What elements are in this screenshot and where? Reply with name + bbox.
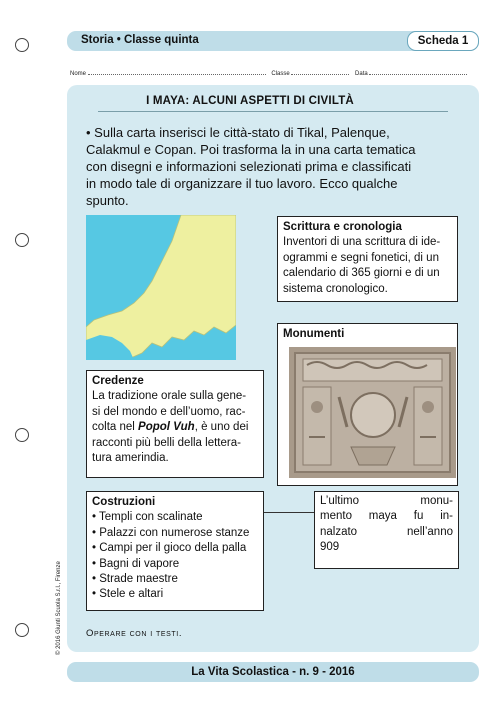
intro-line: in modo tale di organizzare il tuo lavoro. Ecco qualche xyxy=(86,176,398,191)
box-text-line: L’ultimo monu- xyxy=(320,495,453,507)
box-text-line: racconti più belli della lettera- xyxy=(92,436,241,449)
intro-line: Calakmul e Copan. Poi trasforma la in una carta tematica xyxy=(86,142,416,157)
worksheet-title: I MAYA: ALCUNI ASPETTI DI CIVILTÀ xyxy=(146,95,354,107)
box-text-line: si del mondo e dell’uomo, rac- xyxy=(92,405,246,418)
list-item: • Bagni di vapore xyxy=(92,557,258,572)
intro-line: con disegni e informazioni selezionati prima e classificati xyxy=(86,159,412,174)
box-text-line: La tradizione orale sulla gene- xyxy=(92,390,247,403)
box-text-line: tura amerindia. xyxy=(92,452,169,465)
box-text-line xyxy=(92,420,258,435)
monuments-heading: Monumenti xyxy=(283,328,345,340)
class-label: Classe xyxy=(271,71,290,77)
map-graphic xyxy=(86,215,236,360)
binder-hole-4 xyxy=(15,623,29,637)
box-text-line: Inventori di una scrittura di ide- xyxy=(283,236,441,249)
intro-line: spunto. xyxy=(86,193,129,208)
relief-graphic xyxy=(289,347,456,478)
binder-hole-3 xyxy=(15,428,29,442)
list-item: • Campi per il gioco della palla xyxy=(92,541,258,556)
box-text-line: mento maya fu in- xyxy=(320,510,453,523)
maya-region-map[interactable] xyxy=(86,215,236,360)
student-info-line xyxy=(70,69,467,77)
popol-vuh-title: Popol Vuh xyxy=(138,421,195,434)
instructions-text xyxy=(86,124,468,209)
binder-hole-1 xyxy=(15,38,29,52)
copyright-notice: © 2016 Giunti Scuola S.r.l., Firenze xyxy=(56,561,62,655)
footer-bar: La Vita Scolastica - n. 9 - 2016 xyxy=(67,662,479,682)
title-divider xyxy=(98,111,448,112)
list-item: • Strade maestre xyxy=(92,572,258,587)
beliefs-box xyxy=(86,370,264,478)
sheet-number-tab: Scheda 1 xyxy=(407,31,479,51)
constructions-box xyxy=(86,491,264,611)
text-fragment: , è uno dei xyxy=(194,421,249,434)
intro-line: • Sulla carta inserisci le città-stato di Tikal, Palenque, xyxy=(86,125,390,140)
writing-chronology-box xyxy=(277,216,458,302)
name-label: Nome xyxy=(70,71,87,77)
constructions-heading: Costruzioni xyxy=(92,496,156,508)
constructions-list xyxy=(92,510,258,602)
box-text-line: calendario di 365 giorni e di un xyxy=(283,267,440,280)
date-field[interactable] xyxy=(369,69,467,75)
section-note: Operare con i testi. xyxy=(86,628,183,639)
box-text-line: sistema cronologico. xyxy=(283,282,388,295)
subject-title: Storia • Classe quinta xyxy=(81,34,199,46)
name-field[interactable] xyxy=(88,69,266,75)
class-field[interactable] xyxy=(291,69,349,75)
list-item: • Palazzi con numerose stanze xyxy=(92,526,258,541)
box-text-line: 909 xyxy=(320,541,340,554)
connector-line xyxy=(264,512,314,513)
text-fragment: colta nel xyxy=(92,421,139,434)
binder-hole-2 xyxy=(15,233,29,247)
maya-stone-relief-image xyxy=(289,347,456,478)
date-label: Data xyxy=(355,71,368,77)
writing-chronology-heading: Scrittura e cronologia xyxy=(283,221,402,233)
list-item: • Stele e altari xyxy=(92,587,258,602)
box-text-line: ogrammi e segni fonetici, di un xyxy=(283,251,439,264)
list-item: • Templi con scalinate xyxy=(92,510,258,525)
last-monument-box xyxy=(314,491,459,569)
header-bar xyxy=(67,31,479,51)
box-text-line: nalzato nell’anno xyxy=(320,525,453,538)
beliefs-heading: Credenze xyxy=(92,375,144,387)
